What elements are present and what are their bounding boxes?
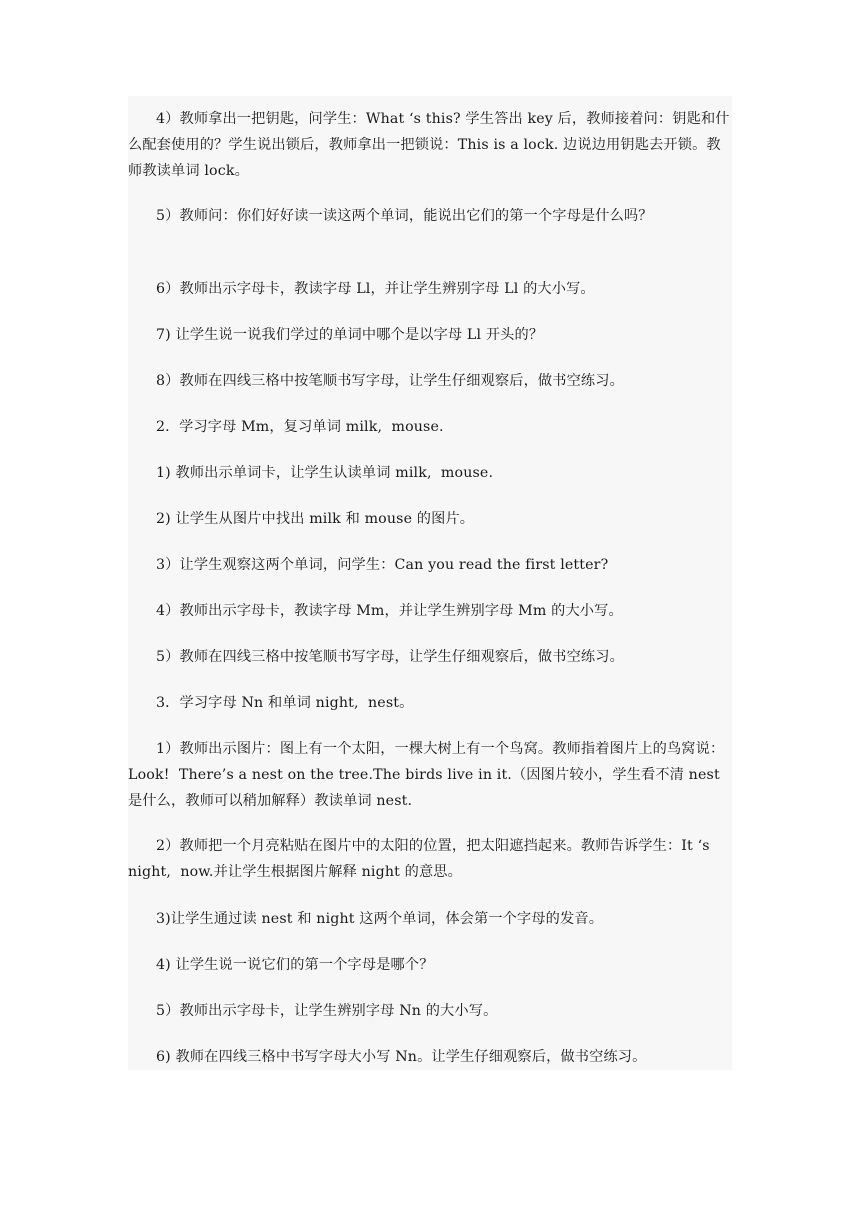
paragraph-step-6-letter-card-ll: 6）教师出示字母卡，教读字母 Ll，并让学生辨别字母 Ll 的大小写。: [128, 281, 595, 297]
paragraph-nn-step-1: 1）教师出示图片：图上有一个太阳，一棵大树上有一个鸟窝。教师指着图片上的鸟窝说：Look! There’s a nest on the tree.The birds live in it.（因图片较小，学生看不清 nest 是什么，教师可以稍加解释）教读单词 nest.: [128, 741, 725, 809]
paragraph-nn-step-4: 4) 让学生说一说它们的第一个字母是哪个？: [128, 957, 434, 973]
paragraph-step-8-writing-practice: 8）教师在四线三格中按笔顺书写字母，让学生仔细观察后，做书空练习。: [128, 373, 624, 389]
paragraph-nn-step-2: 2）教师把一个月亮粘贴在图片中的太阳的位置，把太阳遮挡起来。教师告诉学生：It ‘s night, now.并让学生根据图片解释 night 的意思。: [128, 838, 715, 880]
paragraph-step-5-first-letter: 5）教师问：你们好好读一读这两个单词，能说出它们的第一个字母是什么吗？: [128, 208, 653, 224]
section-heading-letter-mm: 2. 学习字母 Mm，复习单词 milk, mouse.: [128, 419, 444, 435]
paragraph-nn-step-6: 6) 教师在四线三格中书写字母大小写 Nn。让学生仔细观察后，做书空练习。: [128, 1049, 647, 1065]
paragraph-mm-step-5: 5）教师在四线三格中按笔顺书写字母，让学生仔细观察后，做书空练习。: [128, 649, 624, 665]
paragraph-step-7-ll-words: 7) 让学生说一说我们学过的单词中哪个是以字母 Ll 开头的？: [128, 327, 544, 343]
section-heading-letter-nn: 3．学习字母 Nn 和单词 night, nest。: [128, 695, 414, 711]
paragraph-nn-step-5: 5）教师出示字母卡，让学生辨别字母 Nn 的大小写。: [128, 1003, 498, 1019]
paragraph-nn-step-3: 3)让学生通过读 nest 和 night 这两个单词，体会第一个字母的发音。: [128, 911, 604, 927]
paragraph-mm-step-2: 2) 让学生从图片中找出 milk 和 mouse 的图片。: [128, 511, 475, 527]
paragraph-step-4-key-lock: 4）教师拿出一把钥匙，问学生：What ‘s this? 学生答出 key 后，教师接着问：钥匙和什么配套使用的？学生说出锁后，教师拿出一把锁说：This is a lock. 边说边用钥匙去开锁。教师教读单词 lock。: [128, 111, 730, 179]
paragraph-mm-step-1: 1) 教师出示单词卡，让学生认读单词 milk, mouse.: [128, 465, 494, 481]
paragraph-mm-step-4: 4）教师出示字母卡，教读字母 Mm，并让学生辨别字母 Mm 的大小写。: [128, 603, 623, 619]
paragraph-mm-step-3: 3）让学生观察这两个单词，问学生：Can you read the first letter?: [128, 557, 609, 573]
